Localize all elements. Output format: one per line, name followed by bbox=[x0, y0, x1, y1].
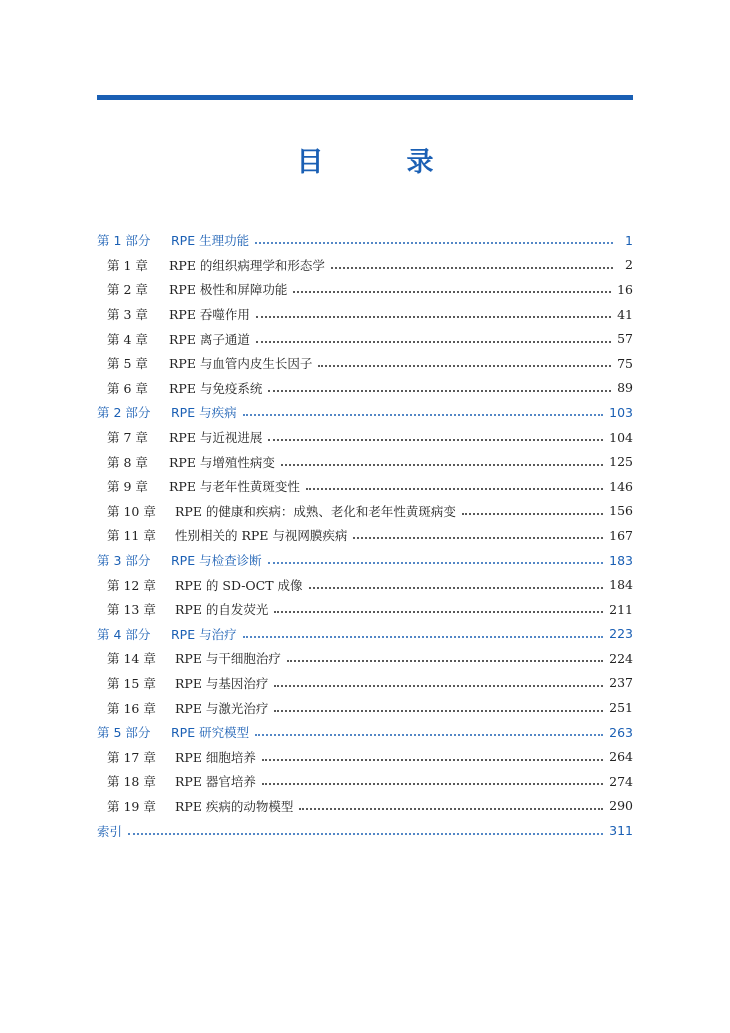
dot-leader bbox=[268, 439, 603, 441]
toc-number: 第 3 章 bbox=[107, 307, 148, 323]
toc-title: RPE 的 SD-OCT 成像 bbox=[175, 577, 303, 593]
toc-number: 第 9 章 bbox=[107, 479, 148, 495]
toc-page-number: 263 bbox=[609, 724, 633, 740]
toc-title: RPE 与激光治疗 bbox=[175, 700, 269, 716]
dot-leader bbox=[268, 390, 611, 392]
toc-chapter-row[interactable] bbox=[97, 671, 633, 696]
dot-leader bbox=[255, 734, 603, 736]
toc-page-number: 224 bbox=[609, 650, 633, 666]
toc-title: RPE 与增殖性病变 bbox=[169, 454, 275, 470]
toc-number: 第 2 章 bbox=[107, 282, 148, 298]
toc-title: RPE 与基因治疗 bbox=[175, 675, 269, 691]
toc-page-number: 167 bbox=[609, 527, 633, 543]
toc-title: RPE 极性和屏障功能 bbox=[169, 282, 288, 298]
toc-title: RPE 与免疫系统 bbox=[169, 380, 263, 396]
toc-number: 第 3 部分 bbox=[97, 553, 151, 569]
toc-page-number: 237 bbox=[609, 675, 633, 691]
dot-leader bbox=[299, 808, 603, 810]
toc-page-number: 311 bbox=[609, 823, 633, 839]
toc-page-number: 16 bbox=[617, 281, 633, 297]
dot-leader bbox=[274, 710, 603, 712]
toc-chapter-row[interactable] bbox=[97, 326, 633, 351]
toc-chapter-row[interactable] bbox=[97, 769, 633, 794]
toc-number: 第 6 章 bbox=[107, 380, 148, 396]
toc-chapter-row[interactable] bbox=[97, 376, 633, 401]
toc-page-number: 264 bbox=[609, 749, 633, 765]
toc-title: RPE 离子通道 bbox=[169, 331, 250, 347]
toc-title: RPE 吞噬作用 bbox=[169, 307, 250, 323]
toc-title: RPE 疾病的动物模型 bbox=[175, 798, 294, 814]
table-of-contents bbox=[97, 228, 633, 843]
top-rule bbox=[97, 95, 633, 100]
dot-leader bbox=[353, 537, 603, 539]
toc-number: 第 19 章 bbox=[107, 798, 156, 814]
toc-page-number: 89 bbox=[617, 380, 633, 396]
toc-title: RPE 与血管内皮生长因子 bbox=[169, 356, 313, 372]
toc-number: 第 18 章 bbox=[107, 774, 156, 790]
toc-page-number: 223 bbox=[609, 626, 633, 642]
toc-chapter-row[interactable] bbox=[97, 474, 633, 499]
toc-part-row[interactable] bbox=[97, 548, 633, 573]
toc-page-number: 1 bbox=[625, 232, 633, 248]
dot-leader bbox=[331, 267, 613, 269]
toc-number: 第 5 部分 bbox=[97, 725, 151, 741]
toc-page-number: 57 bbox=[617, 331, 633, 347]
toc-number: 第 10 章 bbox=[107, 503, 156, 519]
dot-leader bbox=[274, 685, 603, 687]
toc-number: 第 4 部分 bbox=[97, 626, 151, 642]
toc-title: 索引 bbox=[97, 823, 123, 839]
toc-number: 第 1 部分 bbox=[97, 233, 151, 249]
toc-title: RPE 与近视进展 bbox=[169, 430, 263, 446]
toc-page-number: 290 bbox=[609, 798, 633, 814]
dot-leader bbox=[309, 587, 604, 589]
dot-leader bbox=[281, 464, 603, 466]
toc-chapter-row[interactable] bbox=[97, 794, 633, 819]
dot-leader bbox=[256, 316, 611, 318]
toc-chapter-row[interactable] bbox=[97, 253, 633, 278]
toc-title: RPE 与老年性黄斑变性 bbox=[169, 479, 300, 495]
toc-number: 第 5 章 bbox=[107, 356, 148, 372]
dot-leader bbox=[243, 636, 604, 638]
toc-number: 第 8 章 bbox=[107, 454, 148, 470]
toc-title: RPE 的组织病理学和形态学 bbox=[169, 257, 325, 273]
toc-page-number: 103 bbox=[609, 404, 633, 420]
toc-title: RPE 与干细胞治疗 bbox=[175, 651, 281, 667]
toc-number: 第 2 部分 bbox=[97, 405, 151, 421]
dot-leader bbox=[287, 660, 603, 662]
toc-chapter-row[interactable] bbox=[97, 425, 633, 450]
dot-leader bbox=[128, 833, 603, 835]
toc-number: 第 11 章 bbox=[107, 528, 156, 544]
dot-leader bbox=[274, 611, 603, 613]
toc-number: 第 1 章 bbox=[107, 257, 148, 273]
toc-page-number: 125 bbox=[609, 454, 633, 470]
dot-leader bbox=[262, 759, 603, 761]
toc-page-number: 146 bbox=[609, 478, 633, 494]
toc-part-row[interactable] bbox=[97, 720, 633, 745]
toc-number: 第 13 章 bbox=[107, 602, 156, 618]
toc-page-number: 274 bbox=[609, 773, 633, 789]
toc-title: RPE 器官培养 bbox=[175, 774, 256, 790]
toc-title: RPE 细胞培养 bbox=[175, 749, 256, 765]
toc-page-number: 2 bbox=[625, 257, 633, 273]
toc-chapter-row[interactable] bbox=[97, 523, 633, 548]
toc-chapter-row[interactable] bbox=[97, 572, 633, 597]
toc-number: 第 12 章 bbox=[107, 577, 156, 593]
dot-leader bbox=[293, 291, 611, 293]
toc-part-row[interactable] bbox=[97, 228, 633, 253]
toc-title: 性别相关的 RPE 与视网膜疾病 bbox=[175, 528, 348, 544]
toc-chapter-row[interactable] bbox=[97, 744, 633, 769]
dot-leader bbox=[243, 414, 604, 416]
toc-page-number: 211 bbox=[609, 601, 633, 617]
toc-part-row[interactable] bbox=[97, 400, 633, 425]
toc-number: 第 16 章 bbox=[107, 700, 156, 716]
dot-leader bbox=[268, 562, 604, 564]
toc-page-number: 104 bbox=[609, 429, 633, 445]
toc-chapter-row[interactable] bbox=[97, 277, 633, 302]
toc-title: RPE 研究模型 bbox=[171, 725, 250, 741]
toc-chapter-row[interactable] bbox=[97, 351, 633, 376]
toc-number: 第 15 章 bbox=[107, 675, 156, 691]
dot-leader bbox=[318, 365, 611, 367]
toc-chapter-row[interactable] bbox=[97, 695, 633, 720]
toc-number: 第 17 章 bbox=[107, 749, 156, 765]
toc-chapter-row[interactable] bbox=[97, 499, 633, 524]
toc-page-number: 184 bbox=[609, 577, 633, 593]
toc-chapter-row[interactable] bbox=[97, 302, 633, 327]
toc-page-number: 183 bbox=[609, 552, 633, 568]
toc-chapter-row[interactable] bbox=[97, 449, 633, 474]
toc-page-number: 156 bbox=[609, 503, 633, 519]
toc-number: 第 7 章 bbox=[107, 430, 148, 446]
page-title: 目 录 bbox=[296, 147, 462, 178]
toc-chapter-row[interactable] bbox=[97, 646, 633, 671]
dot-leader bbox=[306, 488, 603, 490]
toc-title: RPE 的自发荧光 bbox=[175, 602, 269, 618]
toc-title: RPE 与治疗 bbox=[171, 626, 237, 642]
toc-chapter-row[interactable] bbox=[97, 597, 633, 622]
toc-number: 第 14 章 bbox=[107, 651, 156, 667]
toc-title: RPE 与疾病 bbox=[171, 405, 237, 421]
dot-leader bbox=[256, 341, 611, 343]
dot-leader bbox=[462, 513, 603, 515]
toc-part-row[interactable] bbox=[97, 622, 633, 647]
toc-page-number: 41 bbox=[617, 306, 633, 322]
toc-number: 第 4 章 bbox=[107, 331, 148, 347]
toc-page-number: 251 bbox=[609, 700, 633, 716]
toc-title: RPE 的健康和疾病：成熟、老化和老年性黄斑病变 bbox=[175, 503, 456, 519]
toc-page-number: 75 bbox=[617, 355, 633, 371]
toc-part-row[interactable] bbox=[97, 818, 633, 843]
dot-leader bbox=[255, 242, 613, 244]
toc-title: RPE 生理功能 bbox=[171, 233, 250, 249]
toc-title: RPE 与检查诊断 bbox=[171, 553, 262, 569]
dot-leader bbox=[262, 783, 603, 785]
